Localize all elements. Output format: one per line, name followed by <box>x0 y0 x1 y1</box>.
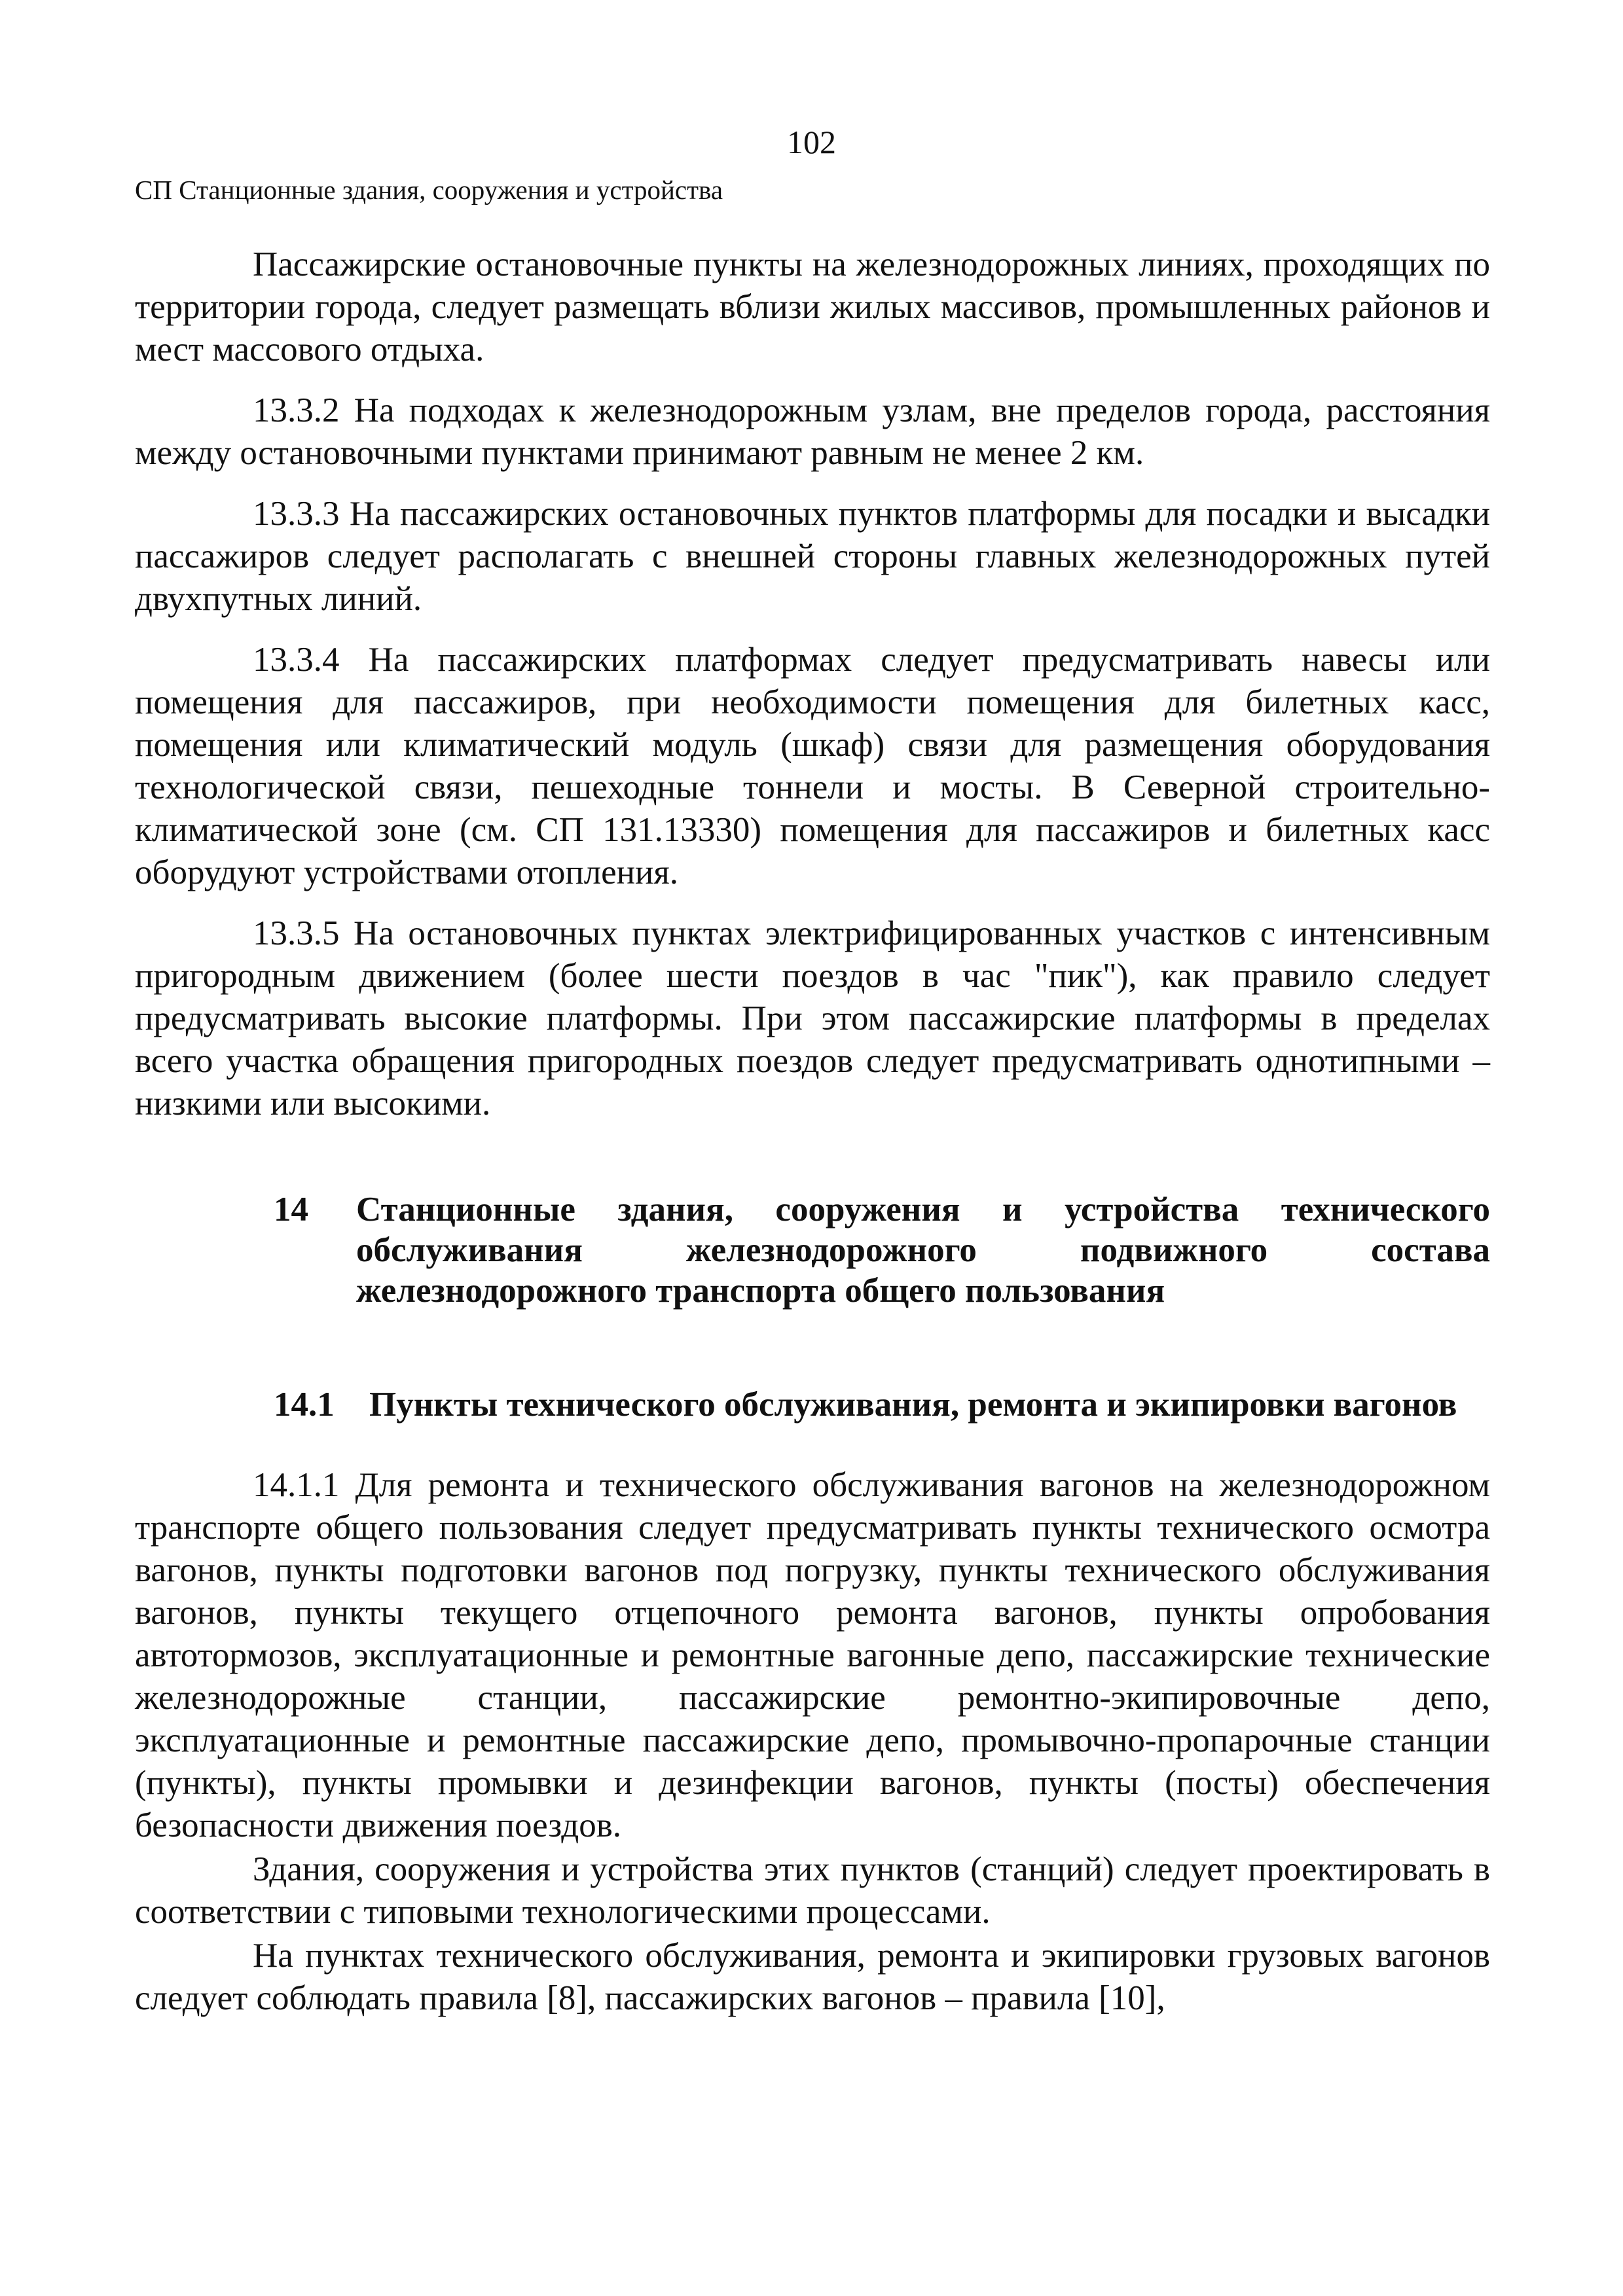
section-14-heading <box>274 1189 1490 1311</box>
paragraph-13-3-3: 13.3.3 На пассажирских остановочных пунктов платформы для посадки и высадки пассажиров следует располагать с внешней стороны главных железнодорожных путей двухпутных линий. <box>135 495 1490 618</box>
page-body <box>135 243 1490 2021</box>
paragraph-13-3-4: 13.3.4 На пассажирских платформах следует предусматривать навесы или помещения для пассажиров, при необходимости помещения для билетных касс, помещения или климатический модуль (шкаф) связи для размещения оборудования технологической связи, пешеходные тоннели и мосты. В Северной строительно-климатической зоне (см. СП 131.13330) помещения для пассажиров и билетных касс оборудуют устройствами отопления. <box>135 641 1490 891</box>
paragraph-rules-reference: На пунктах технического обслуживания, ремонта и экипировки грузовых вагонов следует соблюдать правила [8], пассажирских вагонов – правила [10], <box>135 1937 1490 2017</box>
section-14-title: Станционные здания, сооружения и устройства технического обслуживания железнодорожного подвижного состава железнодорожного транспорта общего пользования <box>356 1191 1490 1310</box>
paragraph-14-1-1: 14.1.1 Для ремонта и технического обслуживания вагонов на железнодорожном транспорте общего пользования следует предусматривать пункты технического осмотра вагонов, пункты подготовки вагонов под погрузку, пункты технического обслуживания вагонов, пункты текущего отцепочного ремонта вагонов, пункты опробования автотормозов, эксплуатационные и ремонтные вагонные депо, пассажирские технические железнодорожные станции, пассажирские ремонтно-экипировочные депо, эксплуатационные и ремонтные пассажирские депо, промывочно-пропарочные станции (пункты), пункты промывки и дезинфекции вагонов, пункты (посты) обеспечения безопасности движения поездов. <box>135 1466 1490 1844</box>
paragraph-13-3-5: 13.3.5 На остановочных пунктах электрифицированных участков с интенсивным пригородным движением (более шести поездов в час "пик"), как правило следует предусматривать высокие платформы. При этом пассажирские платформы в пределах всего участка обращения пригородных поездов следует предусматривать однотипными – низкими или высокими. <box>135 914 1490 1122</box>
section-14-1-heading <box>274 1384 1490 1425</box>
section-14-1-title: Пункты технического обслуживания, ремонта и экипировки вагонов <box>369 1386 1457 1424</box>
paragraph-passenger-stops-location: Пассажирские остановочные пункты на железнодорожных линиях, проходящих по территории города, следует размещать вблизи жилых массивов, промышленных районов и мест массового отдыха. <box>135 245 1490 368</box>
running-header: СП Станционные здания, сооружения и устройства <box>135 175 723 205</box>
paragraph-13-3-2: 13.3.2 На подходах к железнодорожным узлам, вне пределов города, расстояния между остановочными пунктами принимают равным не менее 2 км. <box>135 391 1490 472</box>
section-14-number: 14 <box>274 1191 308 1229</box>
paragraph-buildings-design: Здания, сооружения и устройства этих пунктов (станций) следует проектировать в соответствии с типовыми технологическими процессами. <box>135 1850 1490 1931</box>
page-number: 102 <box>787 124 836 160</box>
section-14-1-number: 14.1 <box>274 1386 335 1424</box>
